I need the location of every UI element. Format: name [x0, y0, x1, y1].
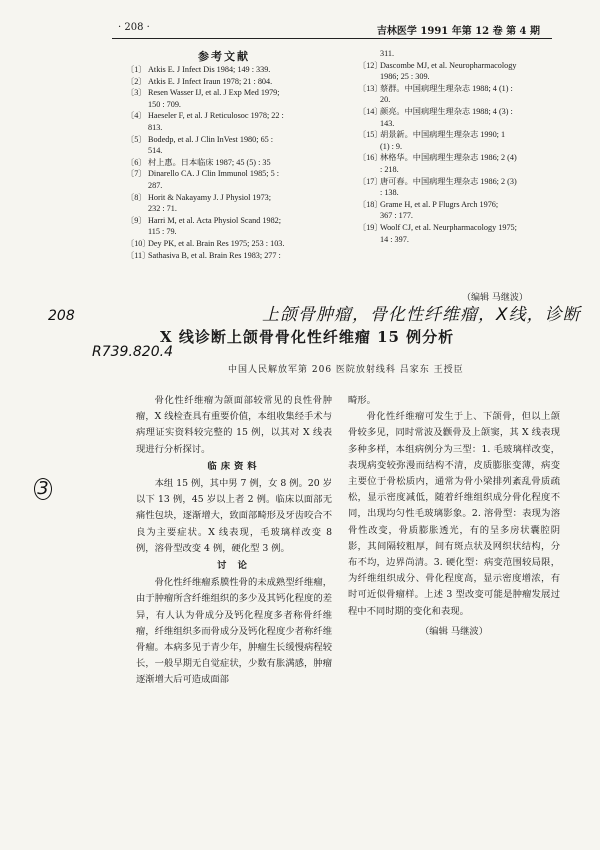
- reference-item: 〔4〕 Haeseler F, et al. J Reticulosoc 1978; 22 : 813.: [126, 111, 284, 132]
- handwritten-topic-note: 上颌骨肿瘤，骨化性纤维瘤，X线，诊断: [262, 305, 581, 325]
- reference-item: 〔1〕 Atkis E. J Infect Dis 1984; 149 : 339.: [126, 65, 271, 74]
- reference-item: 〔10〕Dey PK, et al. Brain Res 1975; 253 : 103.: [126, 238, 285, 248]
- reference-item: 〔2〕 Atkis E. J Infect Iraun 1978; 21 : 804.: [126, 76, 273, 86]
- reference-item: 〔6〕 村上惠。日本临床 1987; 45 (5) : 35: [126, 157, 271, 167]
- reference-item: 〔13〕蔡群。中国病理生理杂志 1988; 4 (1) : 20.: [358, 83, 513, 105]
- handwritten-code-note: R739.820.4: [92, 344, 173, 360]
- paragraph: 骨化性纤维瘤为颌面部较常见的良性骨肿瘤，X 线检查具有重要价值，本组收集经手术与病理证实资料较完整的 15 例，以其对 X 线表现进行分析探讨。: [136, 395, 332, 455]
- reference-item: 〔7〕 Dinarello CA. J Clin Immunol 1985; 5 : 287.: [126, 169, 279, 190]
- references-editor: （编辑 马继波）: [462, 293, 528, 303]
- reference-item: 〔18〕Grame H, et al. P Flugrs Arch 1976; 367 : 177.: [358, 199, 499, 221]
- references-left-column: [126, 64, 354, 261]
- header-rule: [112, 38, 552, 39]
- section-heading: 临床资料: [207, 460, 261, 472]
- article-editor: （编辑 马继波）: [419, 625, 489, 637]
- reference-item: 〔15〕胡景新。中国病理生理杂志 1990; 1 (1) : 9.: [358, 130, 506, 151]
- paragraph: 骨化性纤维瘤可发生于上、下颌骨，但以上颌骨较多见，同时常波及颧骨及上颌窦，其 X 线表现多种多样，本组病例分为三型：1. 毛玻璃样改变，表现病变较弥漫而结构不清，皮质膨胀变薄，病变主要位于骨松质内，通常为骨小梁排列紊乱骨质疏松，显示密度减低，随着纤维组织成分骨化程度不同，出现均匀性毛玻璃影象。2. 溶骨型：表现为溶骨性改变，骨质膨胀透光，有的呈多房状囊腔阴影，其间隔较粗厚，间有斑点状及网织状结构，分布不均，边界尚清。3. 硬化型：病变范围较局限，为纤维组织成分、骨化程度高，显示密度增浓，有时可近似骨瘤样。上述 3 型改变可能是肿瘤发展过程中不同时期的变化和表现。: [348, 411, 560, 617]
- reference-item: 〔11〕Sathasiva B, et al. Brain Res 1983; 277 :: [126, 250, 281, 260]
- reference-item: 〔12〕Dascombe MJ, et al. Neuropharmacology 1986; 25 : 309.: [358, 60, 517, 82]
- references-right-column: [358, 48, 586, 245]
- reference-item: 〔16〕林格华。中国病理生理杂志 1986; 2 (4) : 218.: [358, 153, 517, 174]
- paragraph: 畸形。: [348, 395, 376, 406]
- article-affiliation: 中国人民解放军第 206 医院放射线科 吕家东 王授臣: [228, 365, 464, 375]
- reference-item: 〔5〕 Bodedp, et al. J Clin InVest 1980; 65 : 514.: [126, 134, 274, 156]
- article-title: X 线诊断上颌骨骨化性纤维瘤 15 例分析: [160, 328, 455, 346]
- reference-item: 〔8〕 Horit & Nakayamy J. J Physiol 1973; 232 : 71.: [126, 192, 272, 214]
- reference-item: 〔9〕 Harri M, et al. Acta Physiol Scand 1982; 115 : 79.: [126, 215, 282, 237]
- references-title: 参考文献: [198, 50, 250, 63]
- handwritten-page-note: 208: [48, 308, 75, 324]
- paragraph: 骨化性纤维瘤系膜性骨的未成熟型纤维瘤，由于肿瘤所含纤维组织的多少及其钙化程度的差异，有人认为骨成分及钙化程度多者称骨纤维瘤，纤维组织多而骨成分及钙化程度少者称纤维骨瘤。本病多见于青少年，肿瘤生长缓慢病程较长，一般早期无自觉症状，少数有胀满感，肿瘤逐渐增大后可造成面部: [136, 577, 332, 686]
- paragraph: 本组 15 例，其中男 7 例，女 8 例。20 岁以下 13 例，45 岁以上者 2 例。临床以面部无痛性包块，逐渐增大，致面部畸形及牙齿咬合不良为主要症状。X 线表现，毛玻璃样改变 8 例，溶骨型改变 4 例，硬化型 3 例。: [136, 478, 332, 554]
- reference-continuation: 311.: [380, 49, 395, 58]
- handwritten-circle-note: 3: [34, 478, 52, 500]
- article-left-column: [136, 393, 332, 689]
- reference-item: 〔17〕唐可春。中国病理生理杂志 1986; 2 (3) : 138.: [358, 176, 517, 198]
- reference-item: 〔3〕 Resen Wasser IJ, et al. J Exp Med 1979; 150 : 709.: [126, 88, 280, 109]
- article-right-column: [348, 393, 560, 640]
- section-heading: 讨 论: [217, 560, 251, 572]
- journal-header: 吉林医学 1991 年第 12 卷 第 4 期: [376, 26, 540, 37]
- reference-item: 〔19〕Woolf CJ, et al. Neurpharmacology 1975; 14 : 397.: [358, 222, 517, 244]
- reference-item: 〔14〕颜亮。中国病理生理杂志 1988; 4 (3) : 143.: [358, 106, 513, 128]
- page-number: · 208 ·: [118, 22, 150, 33]
